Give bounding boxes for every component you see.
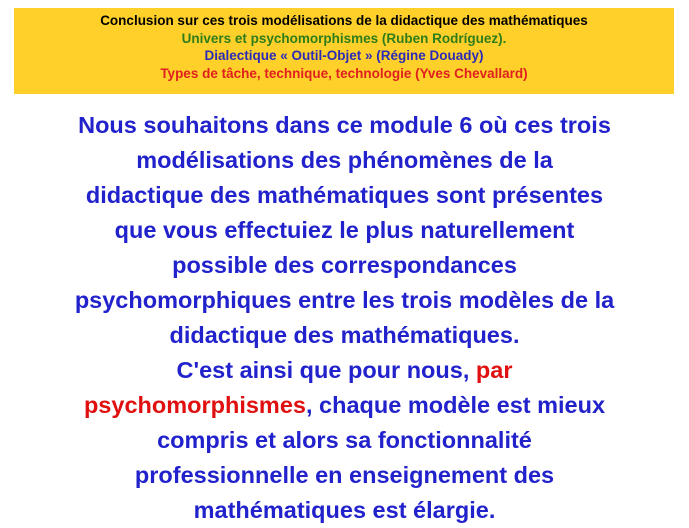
highlight-par: par: [475, 357, 513, 383]
body-line: mathématiques est élargie.: [193, 497, 496, 523]
header-line-universes: Univers et psychomorphismes (Ruben Rodríguez).: [181, 30, 507, 46]
body-line-conclusion: [0, 353, 689, 388]
conclusion-prefix: C'est ainsi que pour nous,: [176, 357, 476, 383]
body-line: compris et alors sa fonctionnalité: [157, 427, 532, 453]
body-line: psychomorphiques entre les trois modèles de la: [74, 287, 615, 313]
header-banner: [14, 8, 674, 94]
body-line: didactique des mathématiques sont présentes: [85, 182, 604, 208]
main-paragraph: [0, 108, 689, 528]
body-line: modélisations des phénomènes de la: [136, 147, 553, 173]
body-line: Nous souhaitons dans ce module 6 où ces trois: [78, 112, 611, 138]
body-line-psychomorphismes: [0, 388, 689, 423]
header-line-task-types: Types de tâche, technique, technologie (Yves Chevallard): [160, 65, 528, 81]
body-line: didactique des mathématiques.: [169, 322, 520, 348]
body-line: que vous effectuiez le plus naturellement: [114, 217, 575, 243]
header-line-dialectic: Dialectique « Outil-Objet » (Régine Douady): [204, 48, 484, 63]
highlight-psychomorphismes: psychomorphismes: [83, 392, 306, 418]
header-title: Conclusion sur ces trois modélisations de la didactique des mathématiques: [100, 13, 588, 28]
psychomorphismes-rest: , chaque modèle est mieux: [305, 392, 606, 418]
body-line: professionnelle en enseignement des: [134, 462, 555, 488]
body-line: possible des correspondances: [172, 252, 517, 278]
